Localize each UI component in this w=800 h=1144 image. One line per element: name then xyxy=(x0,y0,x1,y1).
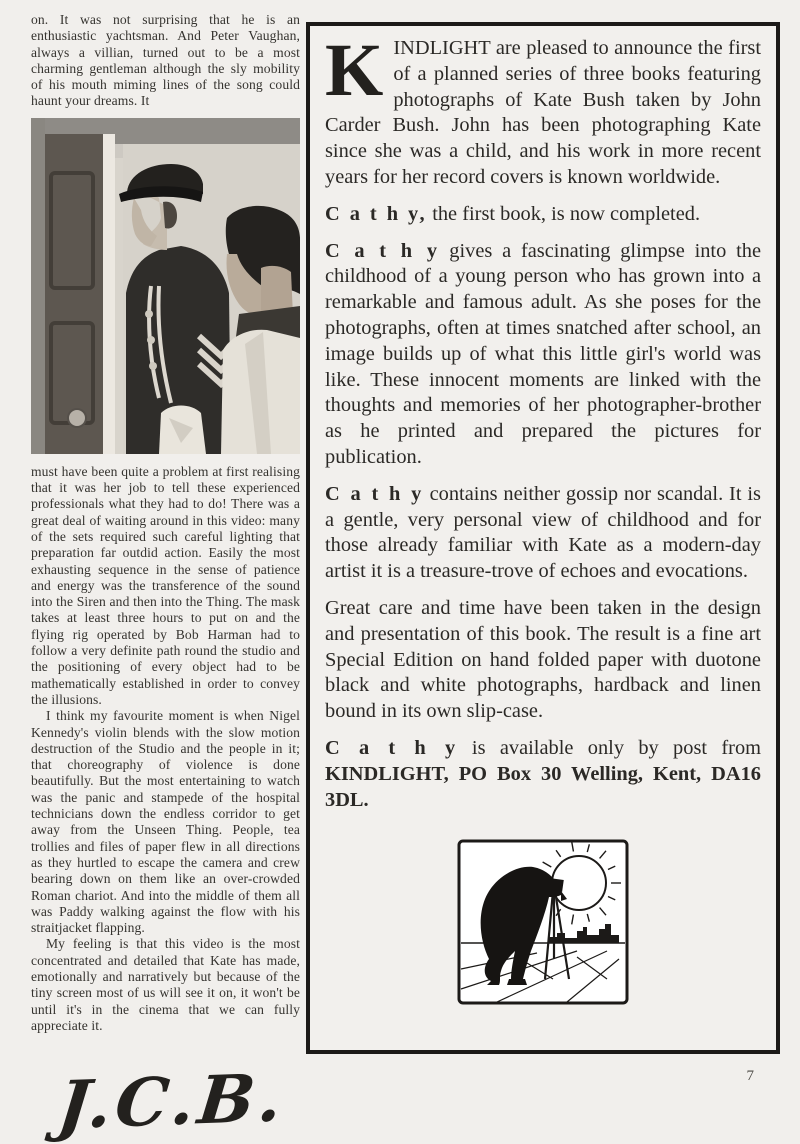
cathy-lead: C a t h y xyxy=(325,736,458,759)
advert-paragraph: C a t h y, the first book, is now completed. xyxy=(325,202,701,225)
advert-paragraph-intro: KINDLIGHT are pleased to announce the first of a planned series of three books featuring photographs of Kate Bush taken by John Carder Bush. John has been photographing Kate since she was a child, and his work in more recent years for her record covers is known worldwide. xyxy=(325,29,761,188)
advert-paragraph-order: C a t h y is available only by post from KINDLIGHT, PO Box 30 Welling, Kent, DA16 3DL. xyxy=(325,736,762,811)
author-initials-signature: J.C.B. xyxy=(54,1058,290,1144)
advert-paragraph: C a t h y contains neither gossip nor scandal. It is a gentle, very personal view of childhood and for those already familiar with Kate as a modern-day artist it is a treasure-trove of echoes and evocations. xyxy=(325,482,761,583)
advert-paragraph: Great care and time have been taken in the design and presentation of this book. The result is a fine art Special Edition on hand folded paper with duotone black and white photographs, hardback and linen bound in its own slip-case. xyxy=(325,596,761,723)
advert-paragraph: C a t h y gives a fascinating glimpse into the childhood of a young person who has grown into a remarkable and famous adult. As she poses for the photographs, often at times snatched after school, an image builds up of what this little girl's world was like. These innocent moments are linked with the thoughts and memories of her photographer-brother as he printed and prepared the pictures for publication. xyxy=(325,239,761,468)
article-paragraph: on. It was not surprising that he is an enthusiastic yachtsman. And Peter Vaughan, always a villian, turned out to be a most charming gentleman although the sly mobility of his mouth miming lines of the song could haunt your dreams. It xyxy=(31,12,300,109)
article-paragraph: My feeling is that this video is the most concentrated and detailed that Kate has made, emotionally and narratively but because of the tiny screen most of us will see it on, it won't be until it's in the cinema that we can fully appreciate it. xyxy=(31,936,300,1033)
kindlight-advert-box xyxy=(306,22,780,1054)
article-paragraph: I think my favourite moment is when Nigel Kennedy's violin blends with the slow motion destruction of the Studio and the people in it; that choreography of violence is done beautifully. But the most entertaining to watch was the panic and stampede of the hospital technicians down the endless corridor to get away from the Unseen Thing. People, tea trollies and files of paper flew in all directions as they hurtled to escape the camera and crew bearing down on them like an over-crowded Roman chariot. And into the middle of them all was Paddy walking against the flow with his straitjacket flapping. xyxy=(31,708,300,936)
cathy-lead: C a t h y xyxy=(325,239,440,262)
page-number: 7 xyxy=(746,1068,754,1084)
photographer-silhouette-icon xyxy=(457,839,629,1005)
drop-cap-k: K xyxy=(325,29,384,112)
left-column xyxy=(31,12,300,1144)
article-paragraph: must have been quite a problem at first realising that it was her job to tell these experienced professionals what they had to do! There was a great deal of waiting around in this video: many of the sets required such careful lighting that preparation far outdid action. Easily the most exhausting sequence in the sense of patience and energy was the transference of the sound into the Siren and then into the Thing. The mask takes at least three hours to put on and the flying rig operated by Bob Harman had to follow a very definite path round the studio and the positioning of every object had to be mathematically established in order to convey the illusions. xyxy=(31,463,300,707)
cathy-lead: C a t h y xyxy=(325,482,424,505)
cathy-lead: C a t h y, xyxy=(325,202,428,225)
article-photo xyxy=(31,118,300,454)
kindlight-address: KINDLIGHT, PO Box 30 Welling, Kent, DA16 3DL. xyxy=(325,762,761,811)
photographer-illustration xyxy=(457,839,629,1005)
article-text-block xyxy=(31,464,300,1034)
photo-officer-illustration xyxy=(31,118,300,454)
